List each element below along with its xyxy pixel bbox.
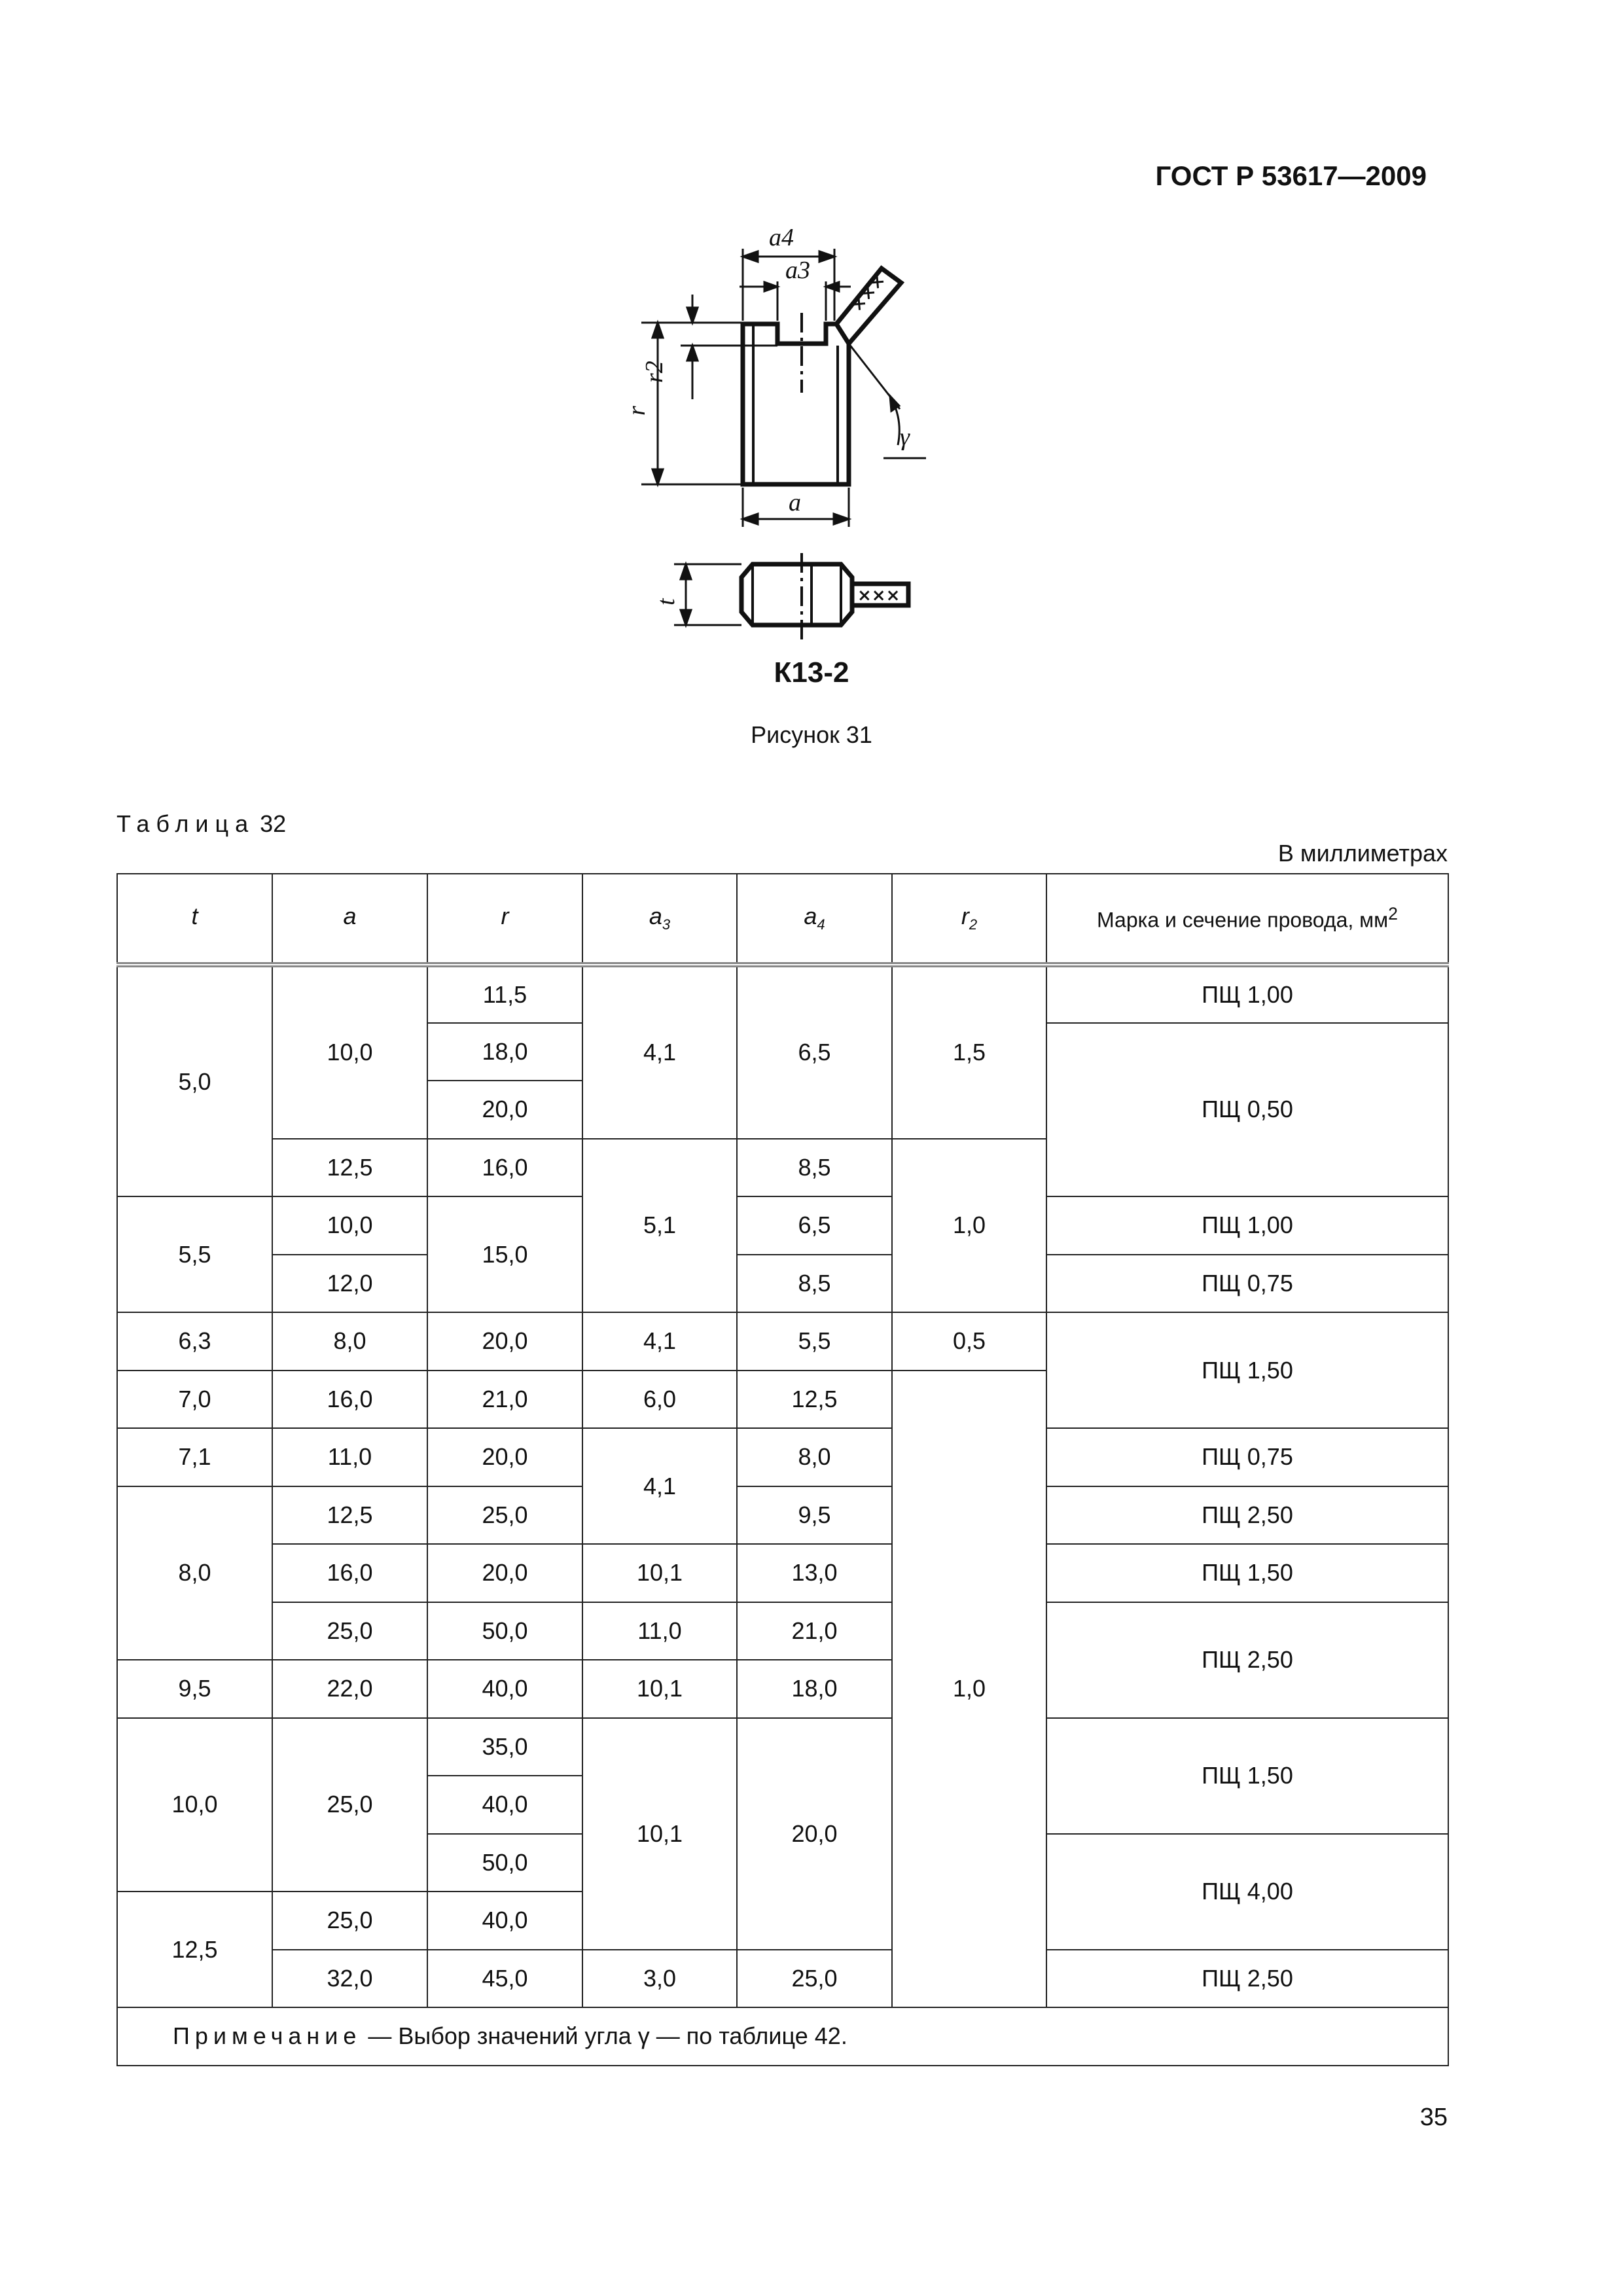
cell-wire: ПЩ 1,50 bbox=[1046, 1312, 1448, 1428]
cell-a4: 13,0 bbox=[737, 1544, 892, 1602]
cell-wire: ПЩ 4,00 bbox=[1046, 1834, 1448, 1950]
table-row bbox=[117, 1718, 1448, 1776]
cell-r: 40,0 bbox=[427, 1776, 582, 1834]
cell-a3: 4,1 bbox=[582, 1312, 737, 1371]
cell-t: 7,0 bbox=[117, 1371, 272, 1429]
table-units: В миллиметрах bbox=[1277, 840, 1448, 867]
col-header-wire: Марка и сечение провода, $мм^2$ bbox=[1046, 874, 1448, 965]
cell-a3: 10,1 bbox=[582, 1660, 737, 1718]
cell-r: 40,0 bbox=[427, 1660, 582, 1718]
cell-a: 16,0 bbox=[272, 1544, 427, 1602]
table-row bbox=[117, 1602, 1448, 1660]
table-caption-number: 32 bbox=[260, 810, 287, 837]
cell-wire: ПЩ 2,50 bbox=[1046, 1602, 1448, 1718]
cell-wire: ПЩ 1,50 bbox=[1046, 1544, 1448, 1602]
cell-a3: 10,1 bbox=[582, 1544, 737, 1602]
cell-r: 15,0 bbox=[427, 1196, 582, 1312]
table-row bbox=[117, 1950, 1448, 2008]
dimensions-table bbox=[116, 873, 1449, 2066]
cell-a4: 9,5 bbox=[737, 1486, 892, 1545]
cell-a3: 3,0 bbox=[582, 1950, 737, 2008]
cell-a4: 12,5 bbox=[737, 1371, 892, 1429]
cell-r: 11,5 bbox=[427, 965, 582, 1023]
cell-a3: 6,0 bbox=[582, 1371, 737, 1429]
cell-r: 25,0 bbox=[427, 1486, 582, 1545]
cell-a4: 21,0 bbox=[737, 1602, 892, 1660]
wire-marks-top: ××× bbox=[857, 586, 901, 605]
cell-a4: 18,0 bbox=[737, 1660, 892, 1718]
cell-r: 35,0 bbox=[427, 1718, 582, 1776]
cell-a: 11,0 bbox=[272, 1428, 427, 1486]
cell-r: 20,0 bbox=[427, 1081, 582, 1139]
cell-a: 12,5 bbox=[272, 1486, 427, 1545]
note-text: — Выбор значений угла γ — по таблице 42. bbox=[361, 2022, 847, 2050]
label-t: t bbox=[652, 598, 680, 605]
cell-t: 5,5 bbox=[117, 1196, 272, 1312]
cell-t: 9,5 bbox=[117, 1660, 272, 1718]
cell-t: 10,0 bbox=[117, 1718, 272, 1892]
cell-a: 25,0 bbox=[272, 1892, 427, 1950]
figure-name: К13-2 bbox=[774, 656, 849, 689]
table-row bbox=[117, 1544, 1448, 1602]
cell-t: 8,0 bbox=[117, 1486, 272, 1660]
label-gamma: γ bbox=[900, 423, 910, 451]
cell-wire: ПЩ 2,50 bbox=[1046, 1950, 1448, 2008]
cell-wire: ПЩ 0,75 bbox=[1046, 1428, 1448, 1486]
cell-a: 22,0 bbox=[272, 1660, 427, 1718]
cell-r: 20,0 bbox=[427, 1544, 582, 1602]
figure-caption: Рисунок 31 bbox=[751, 721, 872, 748]
col-header-r: r bbox=[427, 874, 582, 965]
cell-wire: ПЩ 1,50 bbox=[1046, 1718, 1448, 1834]
col-header-t: t bbox=[117, 874, 272, 965]
label-a4: a4 bbox=[769, 224, 794, 251]
cell-a: 25,0 bbox=[272, 1718, 427, 1892]
cell-r2: 1,0 bbox=[892, 1371, 1046, 2008]
cell-a: 16,0 bbox=[272, 1371, 427, 1429]
table-note bbox=[117, 2007, 1448, 2066]
label-a: a bbox=[789, 489, 801, 516]
cell-a4: 25,0 bbox=[737, 1950, 892, 2008]
table-row bbox=[117, 1255, 1448, 1313]
cell-r: 40,0 bbox=[427, 1892, 582, 1950]
cell-a: 10,0 bbox=[272, 1196, 427, 1255]
table-row bbox=[117, 1312, 1448, 1371]
table-caption-word: Таблица bbox=[116, 810, 255, 837]
cell-r: 50,0 bbox=[427, 1602, 582, 1660]
cell-a3: 4,1 bbox=[582, 1428, 737, 1544]
page-number: 35 bbox=[1419, 2104, 1448, 2131]
col-header-a: a bbox=[272, 874, 427, 965]
cell-a3: 10,1 bbox=[582, 1718, 737, 1950]
cell-t: 12,5 bbox=[117, 1892, 272, 2007]
cell-wire: ПЩ 1,00 bbox=[1046, 965, 1448, 1023]
table-row bbox=[117, 965, 1448, 1023]
col-header-r2: $r_2$ bbox=[892, 874, 1046, 965]
cell-wire: ПЩ 2,50 bbox=[1046, 1486, 1448, 1545]
cell-a4: 8,0 bbox=[737, 1428, 892, 1486]
label-r: r bbox=[623, 406, 651, 416]
table-caption bbox=[116, 810, 286, 838]
table-row bbox=[117, 1196, 1448, 1255]
cell-a: 10,0 bbox=[272, 965, 427, 1139]
col-header-a3: $a_3$ bbox=[582, 874, 737, 965]
table-row bbox=[117, 1486, 1448, 1545]
cell-a4: 5,5 bbox=[737, 1312, 892, 1371]
cell-a4: 6,5 bbox=[737, 965, 892, 1139]
cell-r: 20,0 bbox=[427, 1428, 582, 1486]
table-note-row bbox=[117, 2007, 1448, 2066]
cell-a: 12,0 bbox=[272, 1255, 427, 1313]
note-word: Примечание bbox=[173, 2022, 362, 2050]
cell-t: 7,1 bbox=[117, 1428, 272, 1486]
cell-r: 50,0 bbox=[427, 1834, 582, 1892]
cell-a4: 20,0 bbox=[737, 1718, 892, 1950]
col-header-a4: $a_4$ bbox=[737, 874, 892, 965]
cell-t: 6,3 bbox=[117, 1312, 272, 1371]
cell-r: 18,0 bbox=[427, 1023, 582, 1081]
cell-t: 5,0 bbox=[117, 965, 272, 1196]
cell-a: 25,0 bbox=[272, 1602, 427, 1660]
cell-a3: 4,1 bbox=[582, 965, 737, 1139]
cell-r2: 0,5 bbox=[892, 1312, 1046, 1371]
cell-r2: 1,0 bbox=[892, 1139, 1046, 1313]
table-row bbox=[117, 1428, 1448, 1486]
cell-a3: 5,1 bbox=[582, 1139, 737, 1313]
cell-r: 16,0 bbox=[427, 1139, 582, 1197]
cell-r: 20,0 bbox=[427, 1312, 582, 1371]
table-header-row bbox=[117, 874, 1448, 965]
cell-wire: ПЩ 1,00 bbox=[1046, 1196, 1448, 1255]
cell-a4: 8,5 bbox=[737, 1255, 892, 1313]
cell-a: 12,5 bbox=[272, 1139, 427, 1197]
cell-r: 21,0 bbox=[427, 1371, 582, 1429]
cell-wire: ПЩ 0,50 bbox=[1046, 1023, 1448, 1197]
cell-r: 45,0 bbox=[427, 1950, 582, 2008]
cell-a: 8,0 bbox=[272, 1312, 427, 1371]
cell-a4: 6,5 bbox=[737, 1196, 892, 1255]
standard-header: ГОСТ Р 53617—2009 bbox=[1155, 160, 1427, 191]
cell-a: 32,0 bbox=[272, 1950, 427, 2008]
cell-wire: ПЩ 0,75 bbox=[1046, 1255, 1448, 1313]
cell-a3: 11,0 bbox=[582, 1602, 737, 1660]
label-r2: r2 bbox=[641, 361, 668, 383]
label-a3: a3 bbox=[785, 257, 810, 284]
cell-r2: 1,5 bbox=[892, 965, 1046, 1139]
wire-marks-side: ××× bbox=[847, 270, 890, 316]
cell-a4: 8,5 bbox=[737, 1139, 892, 1197]
